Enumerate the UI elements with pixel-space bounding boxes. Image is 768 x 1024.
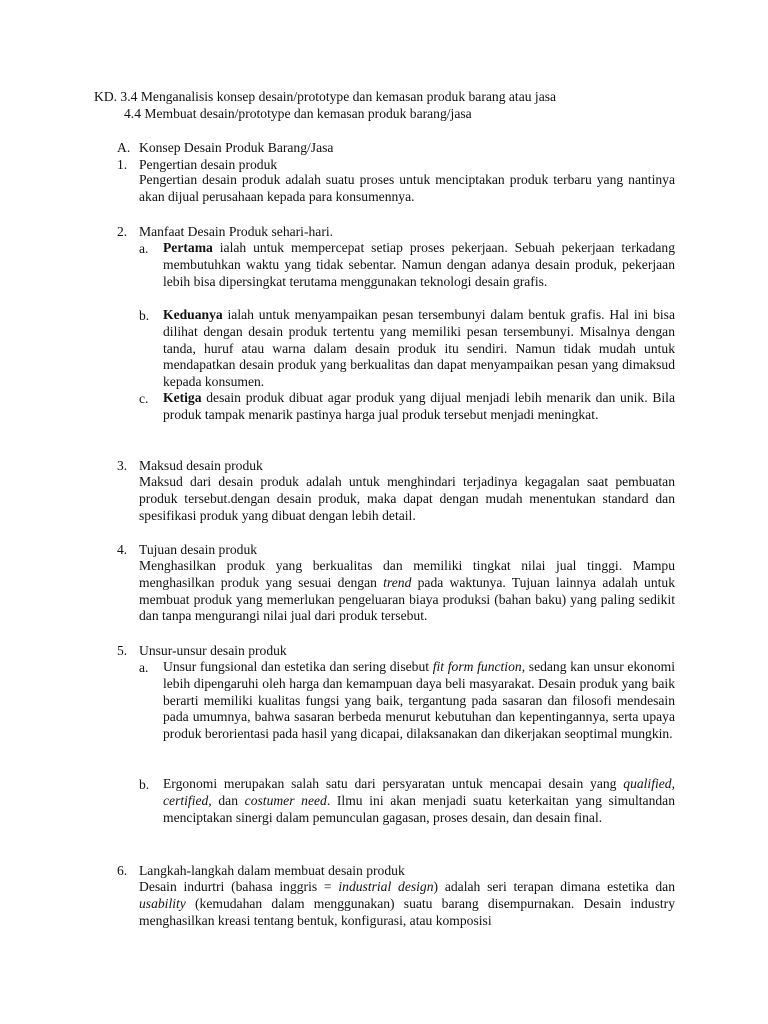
item-6-title: Langkah-langkah dalam membuat desain produk	[139, 863, 405, 878]
item-6-part-2: ) adalah seri terapan dimana estetika dan	[433, 879, 675, 894]
item-6-part-1: Desain indurtri (bahasa inggris =	[139, 879, 339, 894]
item-2-marker: 2.	[117, 224, 128, 239]
kd-subheading: 4.4 Membuat desain/prototype dan kemasan produk barang/jasa	[124, 106, 472, 121]
item-4-title: Tujuan desain produk	[139, 542, 258, 557]
item-5b-emphasis-2: costumer need	[244, 792, 327, 808]
item-4-body	[139, 558, 675, 625]
item-5-marker: 5.	[117, 643, 128, 658]
item-6-emphasis-1: industrial design	[338, 879, 434, 894]
item-6-body	[139, 879, 675, 929]
item-2c-lead: Ketiga	[163, 390, 202, 405]
item-2b-marker: b.	[139, 308, 150, 323]
section-a-title: Konsep Desain Produk Barang/Jasa	[139, 140, 334, 155]
item-2c-text	[163, 390, 675, 424]
item-2a-text	[163, 240, 675, 290]
item-2b-lead: Keduanya	[163, 307, 223, 322]
item-2-title: Manfaat Desain Produk sehari-hari.	[139, 224, 334, 239]
item-2b-text	[163, 307, 675, 391]
item-5b-part-2: dan	[211, 792, 245, 808]
item-5b-marker: b.	[139, 777, 150, 792]
item-1-title: Pengertian desain produk	[139, 157, 278, 172]
item-4-body-part-2: pada waktunya. Tujuan lainnya adalah untuk membuat produk yang memerlukan pengeluaran biaya produksi (bahan baku) yang paling sedikit dan tanpa mengurangi nilai jual dari produk tersebut.	[139, 574, 676, 624]
item-3-marker: 3.	[117, 458, 128, 473]
item-2a-body: ialah untuk mempercepat setiap proses pekerjaan. Sebuah pekerjaan terkadang membutuhkan waktu yang tidak sebentar. Namun dengan adanya desain produk, pekerjaan lebih bisa dipersingkat terutama menggunakan teknologi desain grafis.	[163, 240, 675, 289]
item-5b-part-3: . Ilmu ini akan menjadi suatu keterkaitan yang simultandan menciptakan sinergi dalam pemunculan gagasan, proses desain, dan desain final.	[163, 792, 675, 825]
item-5a-part-2: , sedang kan unsur ekonomi lebih dipengaruhi oleh harga dan kemampuan daya beli masyarakat. Desain produk yang baik berarti memiliki kualitas fungsi yang baik, tergantung pada sasaran dan filosofi mendesain pada umumnya, bahwa sasaran berbeda menurut kebutuhan dan kepentingannya, serta upaya produk berorientasi pada hasil yang dicapai, dilaksanakan dan dikerjakan seoptimal mungkin.	[163, 659, 676, 742]
item-4-body-part-1: Menghasilkan produk yang berkualitas dan memiliki tingkat nilai jual tinggi. Mampu menghasilkan produk yang sesuai dengan	[139, 558, 675, 590]
kd-heading: KD. 3.4 Menganalisis konsep desain/prototype dan kemasan produk barang atau jasa	[94, 89, 557, 104]
item-4-marker: 4.	[117, 542, 128, 557]
item-2a-lead: Pertama	[163, 240, 213, 255]
item-6-marker: 6.	[117, 863, 128, 878]
item-5a-part-1: Unsur fungsional dan estetika dan sering disebut	[163, 659, 433, 674]
item-5b-part-1: Ergonomi merupakan salah satu dari persyaratan untuk mencapai desain yang	[163, 776, 624, 791]
item-2a-marker: a.	[139, 241, 149, 256]
item-6-part-3: (kemudahan dalam menggunakan) suatu barang disempurnakan. Desain industry menghasilkan kreasi tentang bentuk, konfigurasi, atau komposisi	[139, 895, 675, 928]
item-2c-body: desain produk dibuat agar produk yang dijual menjadi lebih menarik dan unik. Bila produk tampak menarik pastinya harga jual produk tersebut menjadi meningkat.	[163, 390, 675, 422]
item-5a-marker: a.	[139, 660, 149, 675]
item-6-emphasis-2: usability	[139, 895, 186, 911]
item-2c-marker: c.	[139, 391, 149, 406]
item-3-title: Maksud desain produk	[139, 458, 263, 473]
item-4-body-emphasis: trend	[383, 574, 412, 590]
item-1-marker: 1.	[117, 157, 128, 172]
section-a-marker: A.	[117, 140, 131, 155]
item-3-body: Maksud dari desain produk adalah untuk menghindari terjadinya kegagalan saat pembuatan produk tersebut.dengan desain produk, maka dapat dengan mudah menentukan standard dan spesifikasi produk yang dibuat dengan lebih detail.	[139, 474, 675, 523]
item-5-title: Unsur-unsur desain produk	[139, 643, 287, 658]
item-2b-body: ialah untuk menyampaikan pesan tersembunyi dalam bentuk grafis. Hal ini bisa dilihat dengan desain produk tertentu yang memiliki pesan tersembunyi. Misalnya dengan tanda, huruf atau warna dalam desain produk itu sendiri. Namun tidak mudah untuk mendapatkan desain produk yang berkualitas dan dapat menyampaikan pesan yang dimaksud kepada konsumen.	[163, 307, 675, 390]
item-5b-text	[163, 776, 675, 826]
item-5a-text	[163, 659, 675, 743]
item-1-body: Pengertian desain produk adalah suatu proses untuk menciptakan produk terbaru yang nantinya akan dijual perusahaan kepada para konsumennya.	[139, 172, 675, 204]
item-5b-emphasis-1: qualified, certified,	[163, 776, 675, 808]
item-5a-emphasis: fit form function	[432, 659, 522, 674]
